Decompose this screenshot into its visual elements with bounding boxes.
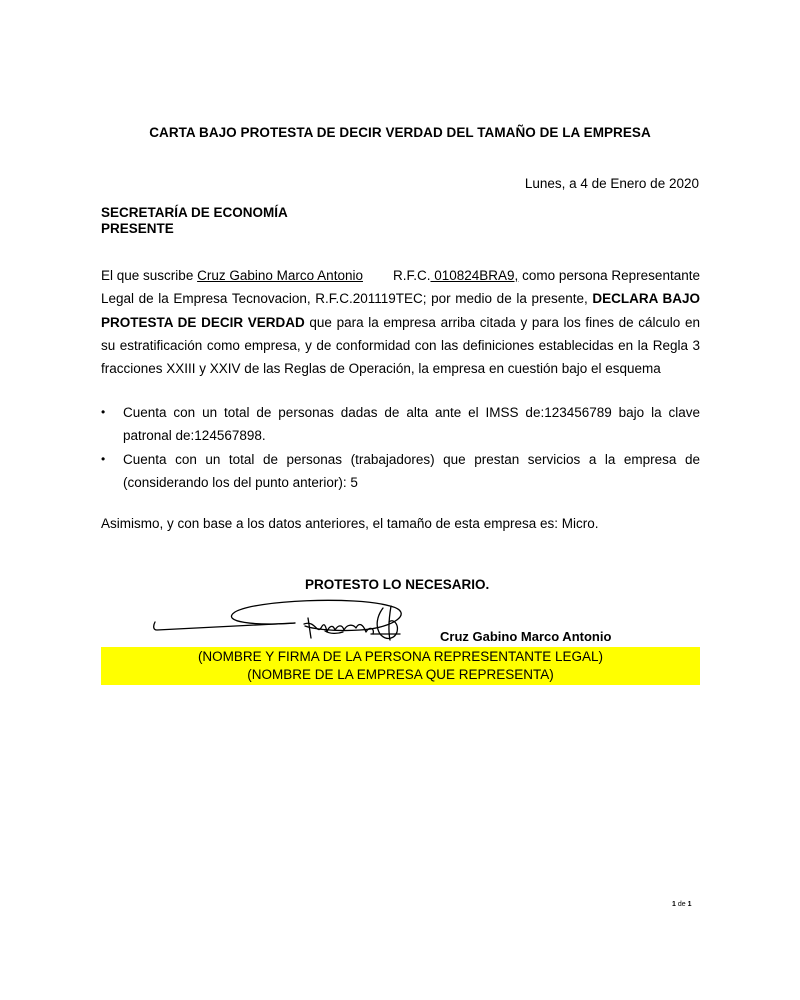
- bullet-text: Cuenta con un total de personas (trabajadores) que prestan servicios a la empresa de (considerando los del punto anterior): 5: [123, 451, 700, 490]
- addressee-block: [101, 205, 288, 237]
- bullet-symbol: •: [101, 405, 106, 419]
- bullet-item: [101, 401, 700, 448]
- company-placeholder: (NOMBRE DE LA EMPRESA QUE REPRESENTA): [247, 667, 554, 682]
- paragraph-bold-declaration: DECLARA BAJO PROTESTA DE DECIR VERDAD: [101, 291, 700, 330]
- paragraph-intro: El que suscribe: [101, 268, 198, 283]
- addressee-line1: SECRETARÍA DE ECONOMÍA: [101, 205, 288, 220]
- page-number: [672, 901, 692, 908]
- declaration-paragraph: [101, 264, 700, 380]
- paragraph-rfc-value: 010824BRA9,: [430, 268, 519, 283]
- representative-placeholder: (NOMBRE Y FIRMA DE LA PERSONA REPRESENTANTE LEGAL): [197, 649, 604, 664]
- paragraph-signer-name: Cruz Gabino Marco Antonio: [197, 268, 363, 283]
- page-separator: de: [675, 901, 688, 908]
- page-total: 1: [687, 901, 692, 908]
- handwritten-signature: [145, 598, 435, 648]
- conclusion-text: Asimismo, y con base a los datos anteriores, el tamaño de esta empresa es: Micro.: [101, 516, 599, 531]
- bullet-symbol: •: [101, 451, 106, 466]
- signature-name: Cruz Gabino Marco Antonio: [440, 629, 612, 644]
- closing-text: PROTESTO LO NECESARIO.: [305, 577, 490, 592]
- bullet-text: Cuenta con un total de personas dadas de alta ante el IMSS de:123456789 bajo la clave patronal de:124567898.: [123, 405, 700, 444]
- paragraph-text1: como persona Representante Legal de la Empresa Tecnovacion, R.F.C.201119TEC; por medio de la presente,: [101, 268, 700, 307]
- document-title: CARTA BAJO PROTESTA DE DECIR VERDAD DEL TAMAÑO DE LA EMPRESA: [149, 125, 651, 140]
- paragraph-rfc-label: R.F.C.: [392, 268, 431, 283]
- bullet-item: [101, 448, 700, 495]
- bullet-list: [101, 401, 700, 494]
- paragraph-text2: que para la empresa arriba citada y para los fines de cálculo en su estratificación como empresa, y de conformidad con las definiciones establecidas en la Regla 3 fracciones XXIII y XXIV de las Reglas de Operación, la empresa en cuestión bajo el esquema: [101, 314, 700, 377]
- addressee-line2: PRESENTE: [101, 221, 174, 236]
- document-date: Lunes, a 4 de Enero de 2020: [524, 176, 699, 191]
- page-current: 1: [672, 901, 676, 908]
